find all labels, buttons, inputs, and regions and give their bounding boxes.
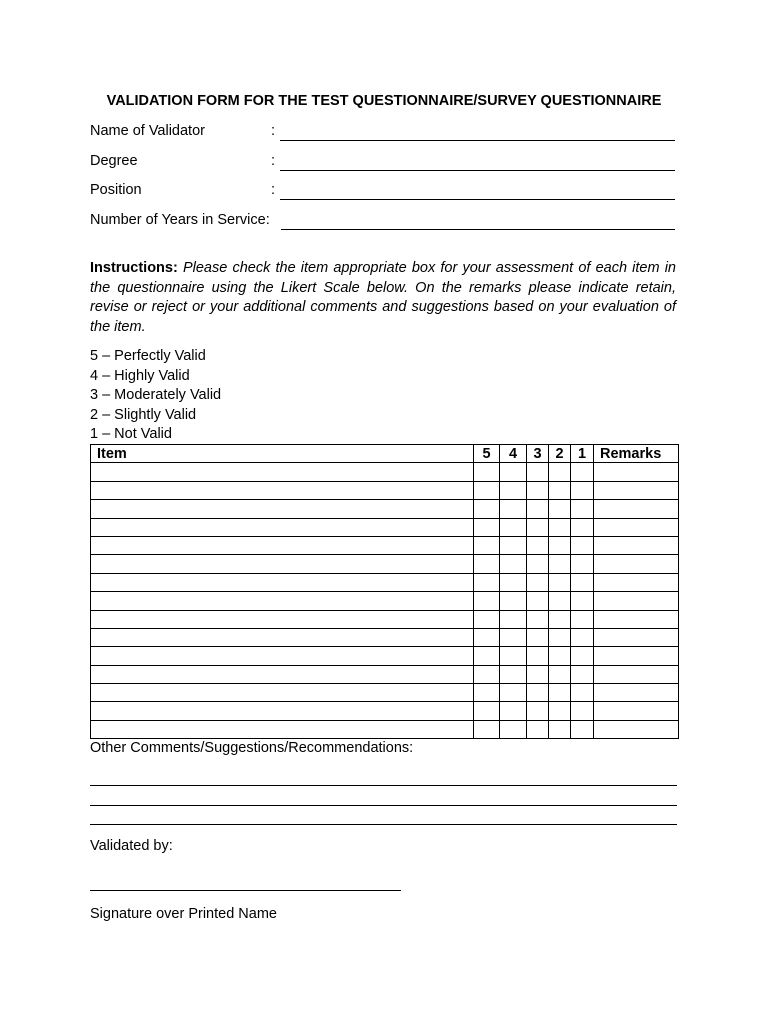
rating-cell[interactable] — [571, 573, 594, 591]
header-4: 4 — [500, 445, 527, 463]
scale-item: 2 – Slightly Valid — [90, 406, 197, 423]
rating-cell[interactable] — [527, 720, 549, 738]
scale-item: 1 – Not Valid — [90, 426, 172, 442]
item-cell[interactable] — [91, 684, 474, 702]
field-colon: : — [271, 123, 276, 139]
field-name-of-validator — [90, 123, 675, 143]
rating-cell[interactable] — [571, 684, 594, 702]
form-title: VALIDATION FORM FOR THE TEST QUESTIONNAIRE/SURVEY QUESTIONNAIRE — [106, 93, 662, 109]
table-row — [91, 536, 679, 554]
rating-cell[interactable] — [474, 702, 500, 720]
validated-by-label: Validated by: — [90, 838, 173, 854]
item-cell[interactable] — [91, 481, 474, 499]
remarks-cell[interactable] — [594, 536, 679, 554]
rating-cell[interactable] — [549, 610, 571, 628]
item-cell[interactable] — [91, 647, 474, 665]
rating-cell[interactable] — [571, 628, 594, 646]
item-cell[interactable] — [91, 463, 474, 481]
rating-cell[interactable] — [571, 518, 594, 536]
rating-cell[interactable] — [500, 573, 527, 591]
rating-cell[interactable] — [527, 500, 549, 518]
rating-cell[interactable] — [500, 720, 527, 738]
rating-cell[interactable] — [571, 481, 594, 499]
rating-cell[interactable] — [549, 463, 571, 481]
rating-cell[interactable] — [549, 628, 571, 646]
header-5: 5 — [474, 445, 500, 463]
field-years-in-service — [90, 212, 675, 232]
rating-cell[interactable] — [500, 555, 527, 573]
other-comments-label: Other Comments/Suggestions/Recommendations: — [90, 740, 414, 756]
rating-cell[interactable] — [500, 536, 527, 554]
rating-cell[interactable] — [527, 628, 549, 646]
rating-cell[interactable] — [474, 684, 500, 702]
rating-cell[interactable] — [500, 592, 527, 610]
rating-cell[interactable] — [500, 684, 527, 702]
remarks-cell[interactable] — [594, 702, 679, 720]
header-item: Item — [91, 445, 474, 463]
rating-cell[interactable] — [474, 647, 500, 665]
rating-cell[interactable] — [571, 463, 594, 481]
remarks-cell[interactable] — [594, 665, 679, 683]
rating-cell[interactable] — [474, 463, 500, 481]
item-cell[interactable] — [91, 573, 474, 591]
item-cell[interactable] — [91, 500, 474, 518]
rating-cell[interactable] — [474, 500, 500, 518]
table-header-row — [91, 445, 679, 463]
table-row — [91, 518, 679, 536]
item-cell[interactable] — [91, 610, 474, 628]
table-row — [91, 481, 679, 499]
field-label: Number of Years in Service: — [90, 212, 270, 228]
rating-cell[interactable] — [474, 481, 500, 499]
remarks-cell[interactable] — [594, 481, 679, 499]
remarks-cell[interactable] — [594, 720, 679, 738]
rating-cell[interactable] — [527, 665, 549, 683]
remarks-cell[interactable] — [594, 500, 679, 518]
rating-cell[interactable] — [571, 665, 594, 683]
rating-cell[interactable] — [549, 536, 571, 554]
table-body — [91, 463, 679, 739]
header-3: 3 — [527, 445, 549, 463]
remarks-cell[interactable] — [594, 463, 679, 481]
position-line[interactable] — [280, 199, 675, 200]
table-row — [91, 573, 679, 591]
item-cell[interactable] — [91, 555, 474, 573]
table-row — [91, 702, 679, 720]
rating-cell[interactable] — [549, 481, 571, 499]
rating-cell[interactable] — [549, 665, 571, 683]
rating-cell[interactable] — [549, 573, 571, 591]
table-row — [91, 463, 679, 481]
rating-cell[interactable] — [527, 536, 549, 554]
instructions-paragraph — [90, 259, 676, 337]
field-colon: : — [271, 182, 276, 198]
item-cell[interactable] — [91, 536, 474, 554]
rating-cell[interactable] — [474, 536, 500, 554]
rating-cell[interactable] — [549, 684, 571, 702]
rating-cell[interactable] — [549, 555, 571, 573]
rating-cell[interactable] — [500, 463, 527, 481]
rating-cell[interactable] — [571, 592, 594, 610]
rating-cell[interactable] — [549, 702, 571, 720]
rating-cell[interactable] — [571, 536, 594, 554]
remarks-cell[interactable] — [594, 684, 679, 702]
scale-item: 3 – Moderately Valid — [90, 387, 222, 403]
rating-cell[interactable] — [571, 555, 594, 573]
rating-cell[interactable] — [527, 481, 549, 499]
rating-cell[interactable] — [527, 573, 549, 591]
rating-cell[interactable] — [527, 463, 549, 481]
table-row — [91, 628, 679, 646]
comments-line[interactable] — [90, 824, 677, 825]
table-row — [91, 555, 679, 573]
instructions-body: Please check the item appropriate box for your assessment of each item in the questionnaire using the Likert Scale below. On the remarks please indicate retain, revise or reject or your additional comments and suggestions based on your evaluation of the item. — [90, 260, 676, 335]
item-cell[interactable] — [91, 518, 474, 536]
remarks-cell[interactable] — [594, 628, 679, 646]
item-cell[interactable] — [91, 628, 474, 646]
name-of-validator-line[interactable] — [280, 140, 675, 141]
remarks-cell[interactable] — [594, 647, 679, 665]
item-cell[interactable] — [91, 702, 474, 720]
rating-cell[interactable] — [500, 481, 527, 499]
comments-line[interactable] — [90, 785, 677, 786]
rating-cell[interactable] — [474, 555, 500, 573]
rating-cell[interactable] — [500, 665, 527, 683]
table-row — [91, 592, 679, 610]
table-row — [91, 610, 679, 628]
item-cell[interactable] — [91, 665, 474, 683]
rating-cell[interactable] — [571, 702, 594, 720]
rating-cell[interactable] — [474, 518, 500, 536]
rating-cell[interactable] — [500, 518, 527, 536]
remarks-cell[interactable] — [594, 573, 679, 591]
rating-cell[interactable] — [549, 518, 571, 536]
instructions-lead: Instructions: — [90, 260, 178, 276]
field-label: Name of Validator — [90, 123, 205, 139]
remarks-cell[interactable] — [594, 555, 679, 573]
scale-item: 5 – Perfectly Valid — [90, 348, 206, 364]
signature-line[interactable] — [90, 890, 401, 891]
header-1: 1 — [571, 445, 594, 463]
field-label: Degree — [90, 153, 138, 169]
rating-cell[interactable] — [474, 628, 500, 646]
rating-cell[interactable] — [500, 628, 527, 646]
rating-cell[interactable] — [549, 500, 571, 518]
rating-cell[interactable] — [549, 720, 571, 738]
table-row — [91, 720, 679, 738]
table-row — [91, 647, 679, 665]
rating-cell[interactable] — [571, 500, 594, 518]
rating-cell[interactable] — [527, 684, 549, 702]
table-row — [91, 684, 679, 702]
rating-cell[interactable] — [571, 610, 594, 628]
comments-line[interactable] — [90, 805, 677, 806]
rating-cell[interactable] — [500, 702, 527, 720]
rating-cell[interactable] — [474, 665, 500, 683]
table-row — [91, 500, 679, 518]
rating-cell[interactable] — [549, 647, 571, 665]
rating-cell[interactable] — [527, 592, 549, 610]
field-degree — [90, 153, 675, 173]
table-row — [91, 665, 679, 683]
header-2: 2 — [549, 445, 571, 463]
field-colon: : — [271, 153, 276, 169]
remarks-cell[interactable] — [594, 592, 679, 610]
years-in-service-line[interactable] — [281, 229, 675, 230]
rating-cell[interactable] — [474, 610, 500, 628]
rating-cell[interactable] — [500, 647, 527, 665]
remarks-cell[interactable] — [594, 518, 679, 536]
rating-cell[interactable] — [571, 647, 594, 665]
signature-label: Signature over Printed Name — [90, 906, 277, 922]
rating-cell[interactable] — [571, 720, 594, 738]
rating-cell[interactable] — [527, 555, 549, 573]
remarks-cell[interactable] — [594, 610, 679, 628]
rating-cell[interactable] — [500, 610, 527, 628]
rating-cell[interactable] — [527, 610, 549, 628]
field-label: Position — [90, 182, 142, 198]
validation-table — [90, 444, 679, 739]
header-remarks: Remarks — [594, 445, 679, 463]
item-cell[interactable] — [91, 592, 474, 610]
item-cell[interactable] — [91, 720, 474, 738]
rating-cell[interactable] — [527, 647, 549, 665]
rating-cell[interactable] — [474, 592, 500, 610]
rating-cell[interactable] — [527, 702, 549, 720]
degree-line[interactable] — [280, 170, 675, 171]
rating-cell[interactable] — [527, 518, 549, 536]
rating-cell[interactable] — [549, 592, 571, 610]
likert-scale-legend — [90, 347, 221, 445]
rating-cell[interactable] — [500, 500, 527, 518]
scale-item: 4 – Highly Valid — [90, 367, 190, 384]
rating-cell[interactable] — [474, 573, 500, 591]
field-position — [90, 182, 675, 202]
rating-cell[interactable] — [474, 720, 500, 738]
